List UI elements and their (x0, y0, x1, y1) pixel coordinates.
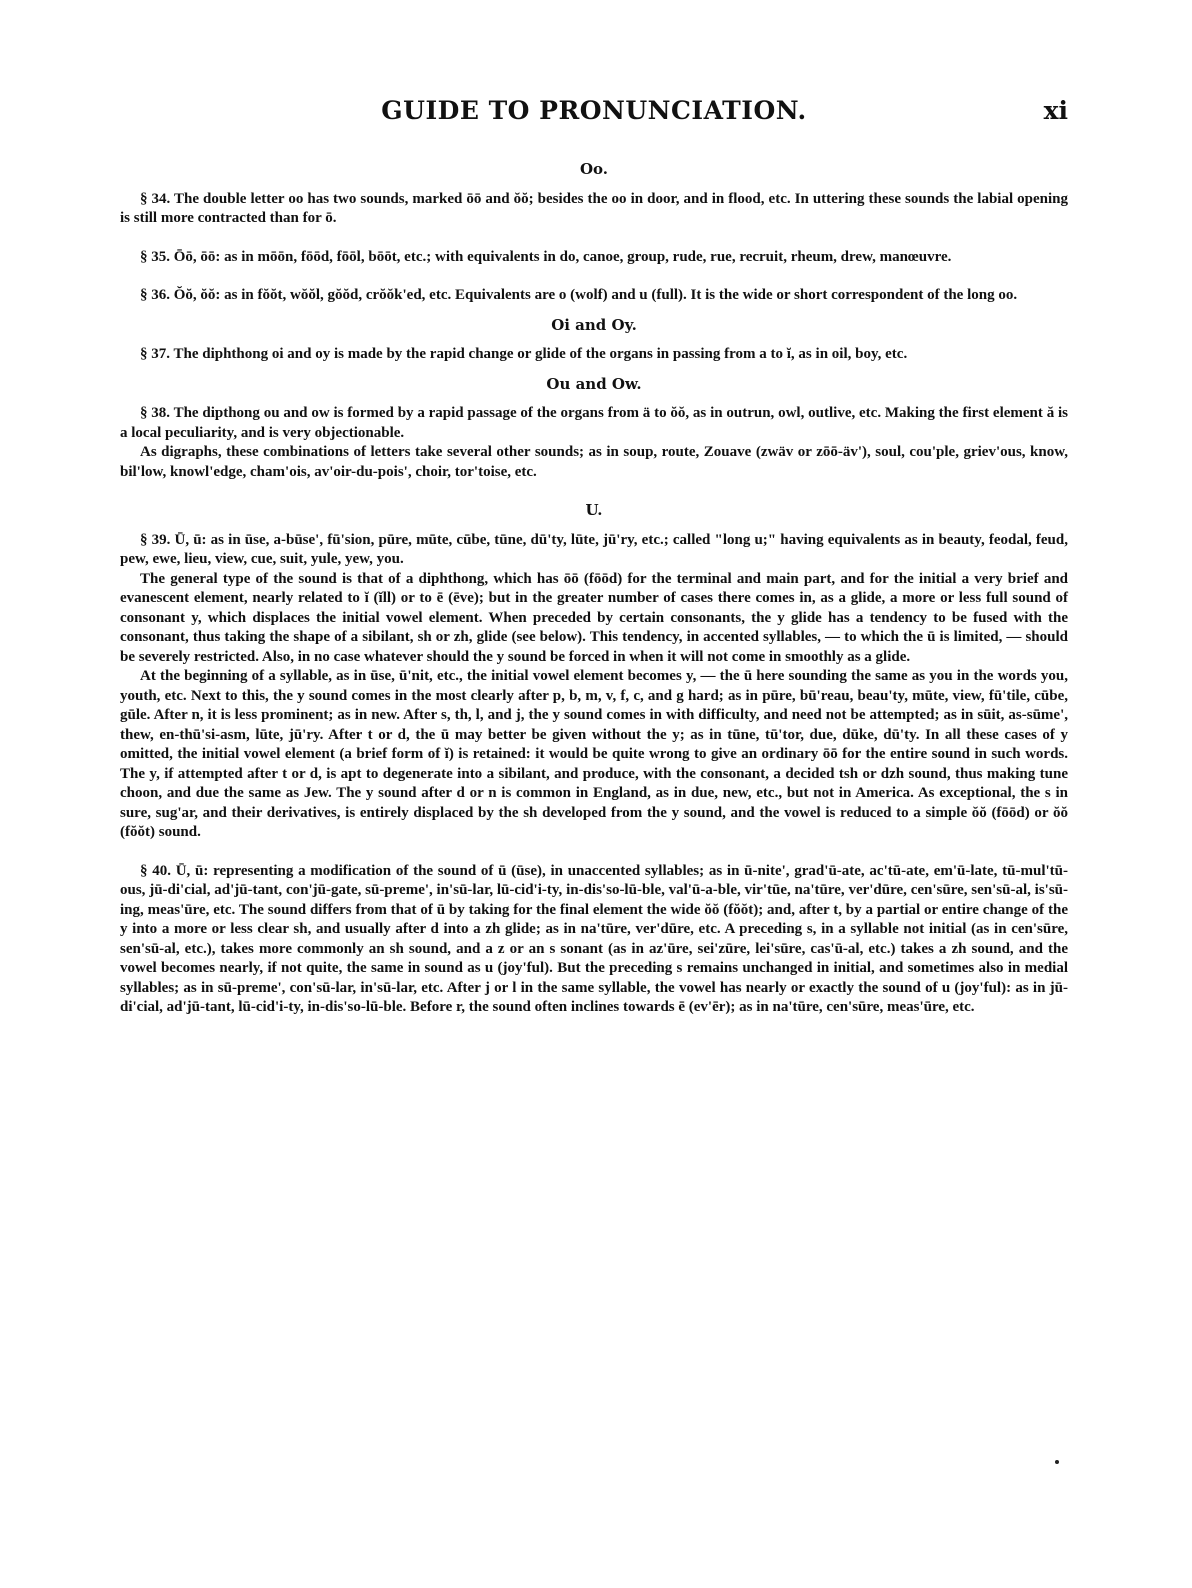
ink-speck (1055, 1460, 1059, 1464)
paragraph-36: § 36. Ŏŏ, ŏŏ: as in fŏŏt, wŏŏl, gŏŏd, crŏŏk'ed, etc. Equivalents are o (wolf) and u (full). It is the wide or short correspondent of the long oo. (140, 287, 1018, 303)
page-header (120, 96, 1068, 136)
paragraph-38-digraphs: As digraphs, these combinations of letters take several other sounds; as in soup, route, Zouave (zwäv or zōō-äv'), soul, cou'ple, griev'ous, know, bil'low, knowl'edge, cham'ois, av'oir-du-pois', choir, tor'toise, etc. (120, 444, 1068, 480)
paragraph-39-type: The general type of the sound is that of a diphthong, which has ōō (fōōd) for the terminal and main part, and for the initial a very brief and evanescent element, nearly related to ĭ (ĭll) or to ē (ēve); but in the greater number of cases there comes in, as a glide, a more or less full sound of consonant y, which displaces the initial vowel element. When preceded by certain consonants, the y glide has a tendency to be fused with the consonant, thus taking the shape of a sibilant, sh or zh, glide (see below). This tendency, in accented syllables, — to which the ū is limited, — should be severely restricted. Also, in no case whatever should the y sound be forced in when it will not come in smoothly as a glide. (120, 570, 1068, 665)
section-heading-ou: Ou and Ow. (546, 374, 642, 393)
section-heading-oi: Oi and Oy. (551, 315, 637, 334)
paragraph-38: § 38. The dipthong ou and ow is formed by a rapid passage of the organs from ä to ŏŏ, as in outrun, owl, outlive, etc. Making the first element ă is a local peculiarity, and is very objectionable. (120, 405, 1068, 441)
page-number: xi (1043, 96, 1068, 125)
section-heading-u: U. (585, 501, 603, 519)
paragraph-40: § 40. Ū, ū: representing a modification of the sound of ū (ūse), in unaccented syllables; as in ū-nite', grad'ū-ate, ac'tū-ate, em'ū-late, tū-mul'tū-ous, jū-di'cial, ad'jū-tant, con'jū-gate, sū-preme', in'sū-lar, lū-cid'i-ty, in-dis'so-lū-ble, val'ū-a-ble, vir'tūe, na'tūre, ver'dūre, cen'sūre, sen'sū-al, is'sū-ing, meas'ūre, etc. The sound differs from that of ū by taking for the final element the wide ŏŏ (fŏŏt); and, after t, by a partial or entire change of the y into a more or less clear sh, and usually after d into a zh glide; as in na'tūre, ver'dūre, etc. A preceding s, in a syllable not initial (as in cen'sūre, sen'sū-al, etc.), takes more commonly an sh sound, and a z or an s sonant (as in az'ūre, sei'zūre, lei'sūre, cas'ū-al, etc.) takes a zh sound, and the vowel becomes nearly, if not quite, the same in sound as u (joy'ful). But the preceding s remains unchanged in initial, and sometimes also in medial syllables; as in sū-preme', con'sū-lar, in'sū-lar, etc. After j or l in the same syllable, the vowel has nearly or exactly the sound of u (joy'ful): as in jū-di'cial, ad'jū-tant, lū-cid'i-ty, in-dis'so-lū-ble. Before r, the sound often inclines towards ē (ev'ēr); as in na'tūre, cen'sūre, meas'ūre, etc. (120, 862, 1068, 1015)
section-heading-oo: Oo. (579, 160, 609, 178)
paragraph-34: § 34. The double letter oo has two sounds, marked ōō and ŏŏ; besides the oo in door, and in flood, etc. In uttering these sounds the labial opening is still more contracted than for ō. (120, 190, 1068, 226)
page-body (120, 160, 1068, 1018)
paragraph-39-syllable: At the beginning of a syllable, as in ūse, ū'nit, etc., the initial vowel element becomes y, — the ū here sounding the same as you in the words you, youth, etc. Next to this, the y sound comes in the most clearly after p, b, m, v, f, c, and g hard; as in pūre, bū'reau, beau'ty, mūte, view, fū'tile, cūbe, gūle. After n, it is less prominent; as in new. After s, th, l, and j, the y sound comes in with difficulty, and need not be attempted; as in sūit, as-sūme', thew, en-thū'si-asm, lūte, jū'ry. After t or d, the ū may better be given without the y; as in tūne, tū'tor, due, dūke, dū'ty. In all these cases of y omitted, the initial vowel element (a brief form of ĭ) is retained: it would be quite wrong to give an ordinary ōō for the entire sound in such words. The y, if attempted after t or d, is apt to degenerate into a sibilant, and produce, with the consonant, a decided tsh or dzh sound, thus making tune choon, and due the same as Jew. The y sound after d or n is common in England, as in due, new, etc., but not in America. As exceptional, the s in sure, sug'ar, and their derivatives, is entirely displaced by the sh developed from the y sound, and the vowel is reduced to a simple ŏŏ (fōōd) or ŏŏ (fŏŏt) sound. (120, 668, 1068, 840)
paragraph-35: § 35. Ōō, ōō: as in mōōn, fōōd, fōōl, bōōt, etc.; with equivalents in do, canoe, group, rude, rue, recruit, rheum, drew, manœuvre. (140, 248, 952, 265)
running-title: GUIDE TO PRONUNCIATION. (381, 96, 807, 125)
paragraph-37: § 37. The diphthong oi and oy is made by the rapid change or glide of the organs in passing from a to ĭ, as in oil, boy, etc. (140, 346, 908, 362)
paragraph-39: § 39. Ū, ū: as in ūse, a-būse', fū'sion, pūre, mūte, cūbe, tūne, dū'ty, lūte, jū'ry, etc.; called "long u;" having equivalents as in beauty, feodal, feud, pew, ewe, lieu, view, cue, suit, yule, yew, you. (120, 531, 1068, 567)
